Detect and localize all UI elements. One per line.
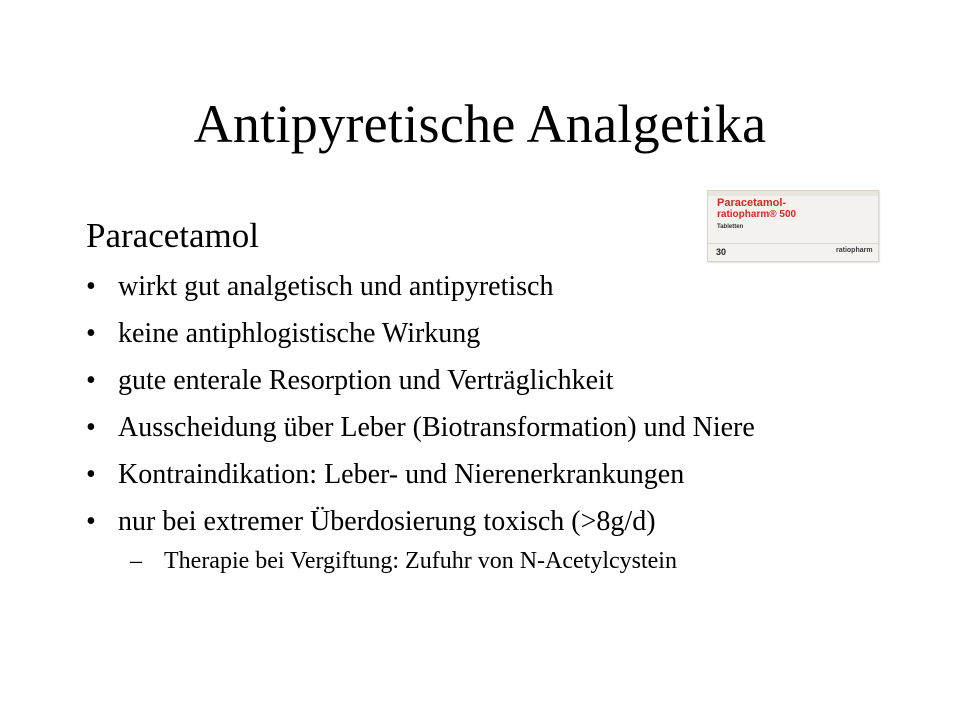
sub-bullet-item: [86, 546, 886, 576]
product-name: Paracetamol-: [717, 197, 787, 209]
subheading: Paracetamol: [86, 216, 259, 255]
bullet-text: Ausscheidung über Leber (Biotransformation) und Niere: [118, 412, 755, 443]
bullet-marker: •: [86, 318, 96, 349]
bullet-marker: •: [86, 271, 96, 302]
bullet-text: gute enterale Resorption und Verträglichkeit: [118, 365, 614, 396]
bullet-text: wirkt gut analgetisch und antipyretisch: [118, 271, 554, 302]
bullet-text: nur bei extremer Überdosierung toxisch (>8g/d): [118, 506, 656, 537]
bullet-item: [86, 270, 886, 303]
product-logo: ratiopharm: [836, 247, 873, 254]
bullet-list: [86, 270, 886, 576]
product-form: Tabletten: [717, 224, 744, 230]
sub-bullet-marker: –: [130, 548, 142, 574]
bullet-marker: •: [86, 506, 96, 537]
product-brand: ratiopharm® 500: [717, 209, 797, 220]
medicine-box: [707, 190, 879, 262]
bullet-text: Kontraindikation: Leber- und Nierenerkrankungen: [118, 459, 685, 490]
bullet-item: [86, 505, 886, 538]
bullet-marker: •: [86, 365, 96, 396]
product-badge: [824, 205, 868, 219]
bullet-marker: •: [86, 412, 96, 443]
bullet-text: keine antiphlogistische Wirkung: [118, 318, 481, 349]
bullet-item: [86, 411, 886, 444]
sub-bullet-text: Therapie bei Vergiftung: Zufuhr von N-Acetylcystein: [164, 548, 677, 574]
product-box-image: [707, 190, 879, 262]
bullet-item: [86, 458, 886, 491]
bullet-item: [86, 317, 886, 350]
bullet-marker: •: [86, 459, 96, 490]
bullet-item: [86, 364, 886, 397]
box-top-flap: [708, 191, 878, 196]
slide-title: Antipyretische Analgetika: [193, 94, 767, 154]
product-count: 30: [716, 247, 727, 257]
box-divider: [708, 243, 878, 244]
